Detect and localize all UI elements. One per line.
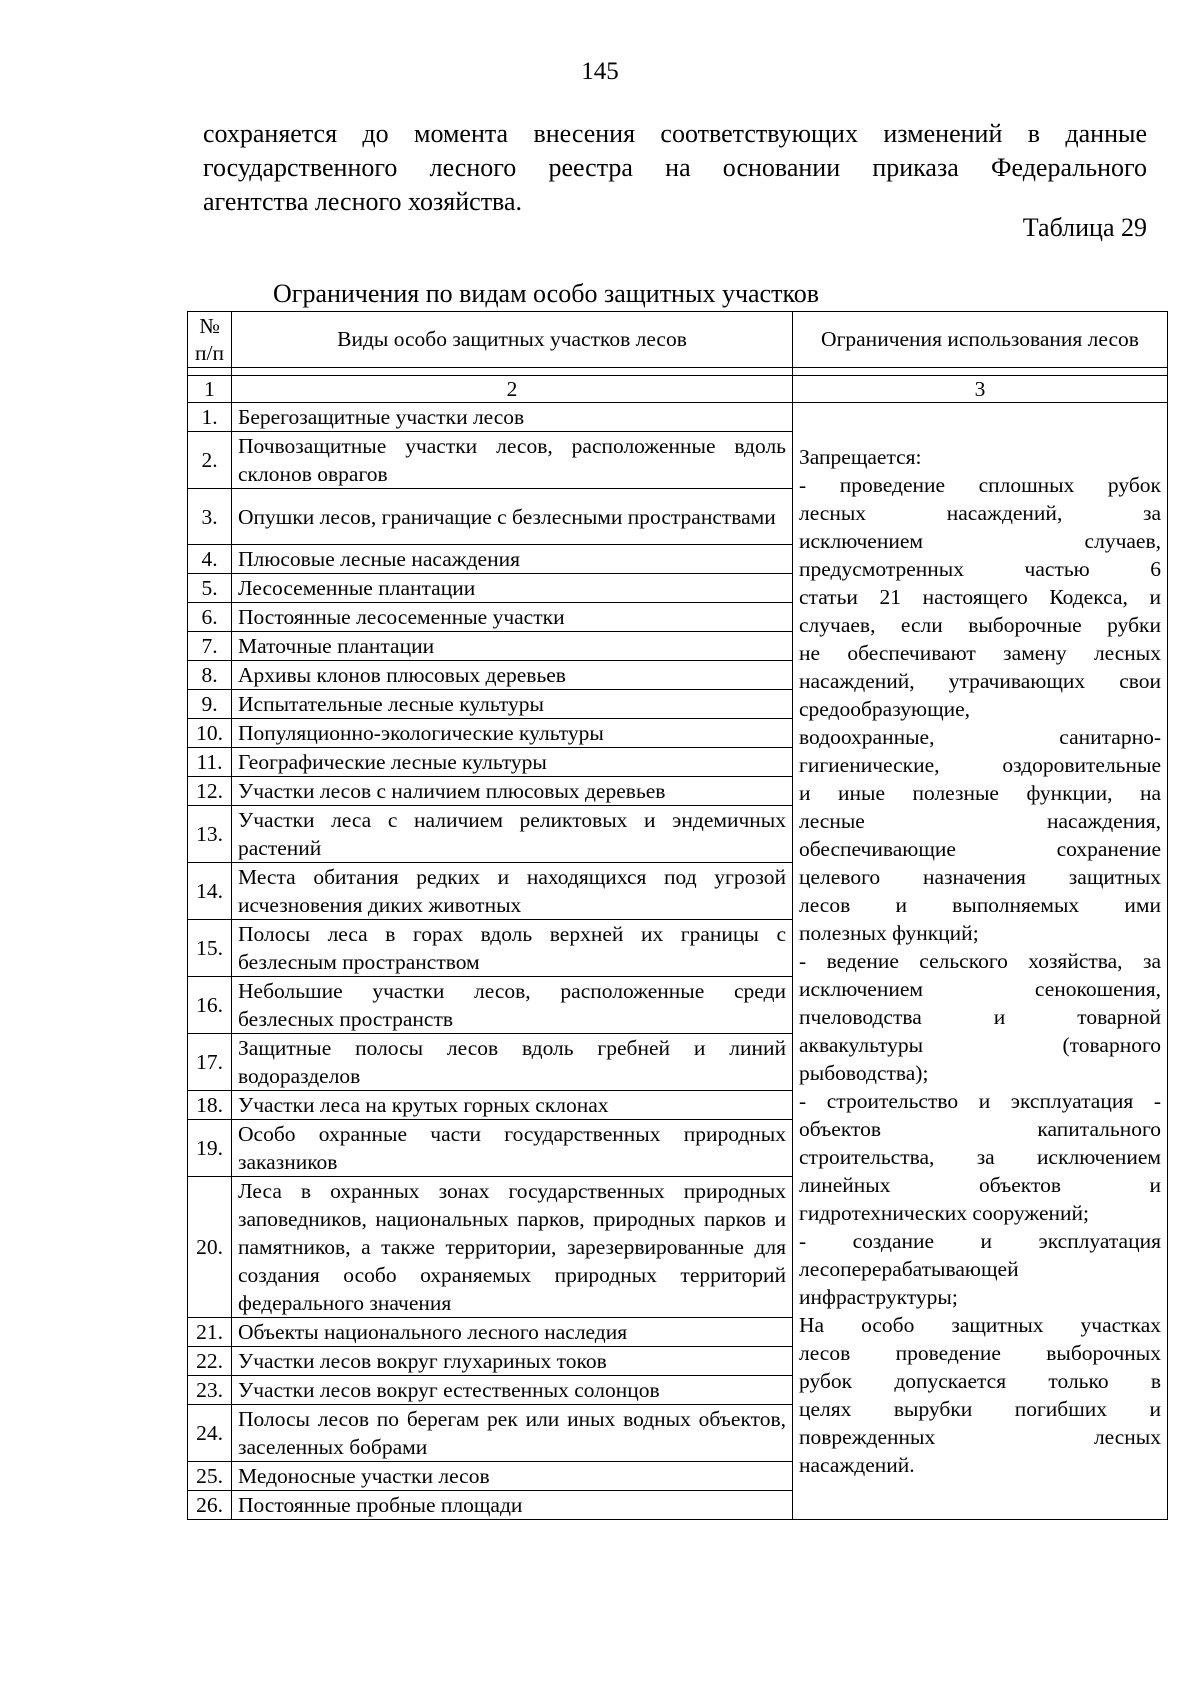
restrictions-table [187,311,1168,1520]
row-area-type: Участки лесов вокруг глухариных токов [232,1347,793,1376]
column-number-row [188,376,1168,403]
row-number: 24. [188,1405,232,1462]
row-area-type: Леса в охранных зонах государственных природных заповедников, национальных парков, природных парков и памятников, а также территории, зарезервированные для создания особо охраняемых природных территорий федерального значения [232,1177,793,1318]
row-number: 10. [188,719,232,748]
page-number: 145 [581,58,619,85]
row-area-type: Участки леса на крутых горных склонах [232,1091,793,1120]
row-area-type: Объекты национального лесного наследия [232,1318,793,1347]
restriction-line: исключением случаев, [799,529,1161,553]
restriction-line: На особо защитных участках [799,1313,1161,1337]
restriction-line: целевого назначения защитных [799,865,1161,889]
row-number: 25. [188,1462,232,1491]
restriction-line: статьи 21 настоящего Кодекса, и [799,585,1161,609]
row-number: 13. [188,806,232,863]
intro-line: сохраняется до момента внесения соответствующих изменений в данные [203,119,1147,148]
restriction-line: обеспечивающие сохранение [799,837,1161,861]
intro-paragraph [203,117,1147,219]
row-area-type: Особо охранные части государственных природных заказников [232,1120,793,1177]
row-number: 2. [188,432,232,489]
restriction-line: не обеспечивают замену лесных [799,641,1161,665]
row-area-type: Берегозащитные участки лесов [232,403,793,432]
header-restriction: Ограничения использования лесов [793,312,1168,368]
restriction-line: гигиенические, оздоровительные [799,753,1161,777]
row-area-type: Географические лесные культуры [232,748,793,777]
table-row [188,403,1168,432]
row-number: 15. [188,920,232,977]
row-number: 20. [188,1177,232,1318]
row-number: 8. [188,661,232,690]
header-row [188,312,1168,368]
row-number: 17. [188,1034,232,1091]
row-number: 19. [188,1120,232,1177]
restriction-line: исключением сенокошения, [799,977,1161,1001]
restriction-line: предусмотренных частью 6 [799,557,1161,581]
row-area-type: Популяционно-экологические культуры [232,719,793,748]
row-area-type: Маточные плантации [232,632,793,661]
row-area-type: Архивы клонов плюсовых деревьев [232,661,793,690]
row-area-type: Плюсовые лесные насаждения [232,545,793,574]
row-area-type: Постоянные пробные площади [232,1491,793,1520]
restriction-line: - создание и эксплуатация [799,1229,1161,1253]
row-area-type: Опушки лесов, граничащие с безлесными пространствами [232,489,793,545]
row-area-type: Полосы лесов по берегам рек или иных водных объектов, заселенных бобрами [232,1405,793,1462]
restriction-line: аквакультуры (товарного [799,1033,1161,1057]
row-number: 14. [188,863,232,920]
column-number: 2 [232,376,793,403]
row-number: 7. [188,632,232,661]
row-number: 16. [188,977,232,1034]
restriction-line: рубок допускается только в [799,1369,1161,1393]
intro-line: государственного лесного реестра на основании приказа Федерального [203,153,1147,182]
row-number: 11. [188,748,232,777]
row-area-type: Постоянные лесосеменные участки [232,603,793,632]
row-area-type: Лесосеменные плантации [232,574,793,603]
restriction-line: лесные насаждения, [799,809,1161,833]
restriction-line: инфраструктуры; [799,1285,958,1309]
restriction-line: средообразующие, [799,697,971,721]
column-number: 3 [793,376,1168,403]
restriction-line: пчеловодства и товарной [799,1005,1161,1029]
row-area-type: Медоносные участки лесов [232,1462,793,1491]
row-number: 4. [188,545,232,574]
restriction-line: лесных насаждений, за [799,501,1161,525]
row-number: 5. [188,574,232,603]
row-area-type: Защитные полосы лесов вдоль гребней и линий водоразделов [232,1034,793,1091]
row-number: 9. [188,690,232,719]
row-number: 26. [188,1491,232,1520]
restriction-line: Запрещается: [799,445,922,469]
row-number: 18. [188,1091,232,1120]
row-number: 6. [188,603,232,632]
restriction-line: строительства, за исключением [799,1145,1161,1169]
table-label: Таблица 29 [1022,213,1147,242]
row-number: 22. [188,1347,232,1376]
intro-line: агентства лесного хозяйства. [203,187,523,216]
restriction-line: - проведение сплошных рубок [799,473,1161,497]
header-separator [188,368,1168,376]
header-num: № п/п [188,312,232,368]
restriction-line: целях вырубки погибших и [799,1397,1161,1421]
row-area-type: Участки лесов с наличием плюсовых деревьев [232,777,793,806]
restriction-line: водоохранные, санитарно- [799,725,1161,749]
restriction-line: и иные полезные функции, на [799,781,1161,805]
row-number: 1. [188,403,232,432]
row-area-type: Почвозащитные участки лесов, расположенные вдоль склонов оврагов [232,432,793,489]
row-number: 3. [188,489,232,545]
row-area-type: Полосы леса в горах вдоль верхней их границы с безлесным пространством [232,920,793,977]
row-area-type: Небольшие участки лесов, расположенные среди безлесных пространств [232,977,793,1034]
restriction-line: поврежденных лесных [799,1425,1161,1449]
restriction-line: насаждений, утрачивающих свои [799,669,1161,693]
restriction-line: - ведение сельского хозяйства, за [799,949,1161,973]
row-number: 23. [188,1376,232,1405]
row-number: 12. [188,777,232,806]
row-area-type: Участки леса с наличием реликтовых и эндемичных растений [232,806,793,863]
row-area-type: Испытательные лесные культуры [232,690,793,719]
row-number: 21. [188,1318,232,1347]
column-number: 1 [188,376,232,403]
restrictions-cell [793,403,1168,1520]
header-type: Виды особо защитных участков лесов [232,312,793,368]
restriction-line: объектов капитального [799,1117,1161,1141]
restriction-line: насаждений. [799,1453,915,1477]
restriction-line: лесов и выполняемых ими [799,893,1161,917]
restriction-line: полезных функций; [799,921,979,945]
restriction-line: лесоперерабатывающей [799,1257,1019,1281]
row-area-type: Участки лесов вокруг естественных солонцов [232,1376,793,1405]
restriction-line: гидротехнических сооружений; [799,1201,1089,1225]
restriction-line: - строительство и эксплуатация - [799,1089,1161,1113]
restriction-line: линейных объектов и [799,1173,1161,1197]
table-title: Ограничения по видам особо защитных участков [273,279,820,308]
row-area-type: Места обитания редких и находящихся под угрозой исчезновения диких животных [232,863,793,920]
restriction-line: случаев, если выборочные рубки [799,613,1161,637]
restriction-line: рыбоводства); [799,1061,929,1085]
restriction-line: лесов проведение выборочных [799,1341,1161,1365]
